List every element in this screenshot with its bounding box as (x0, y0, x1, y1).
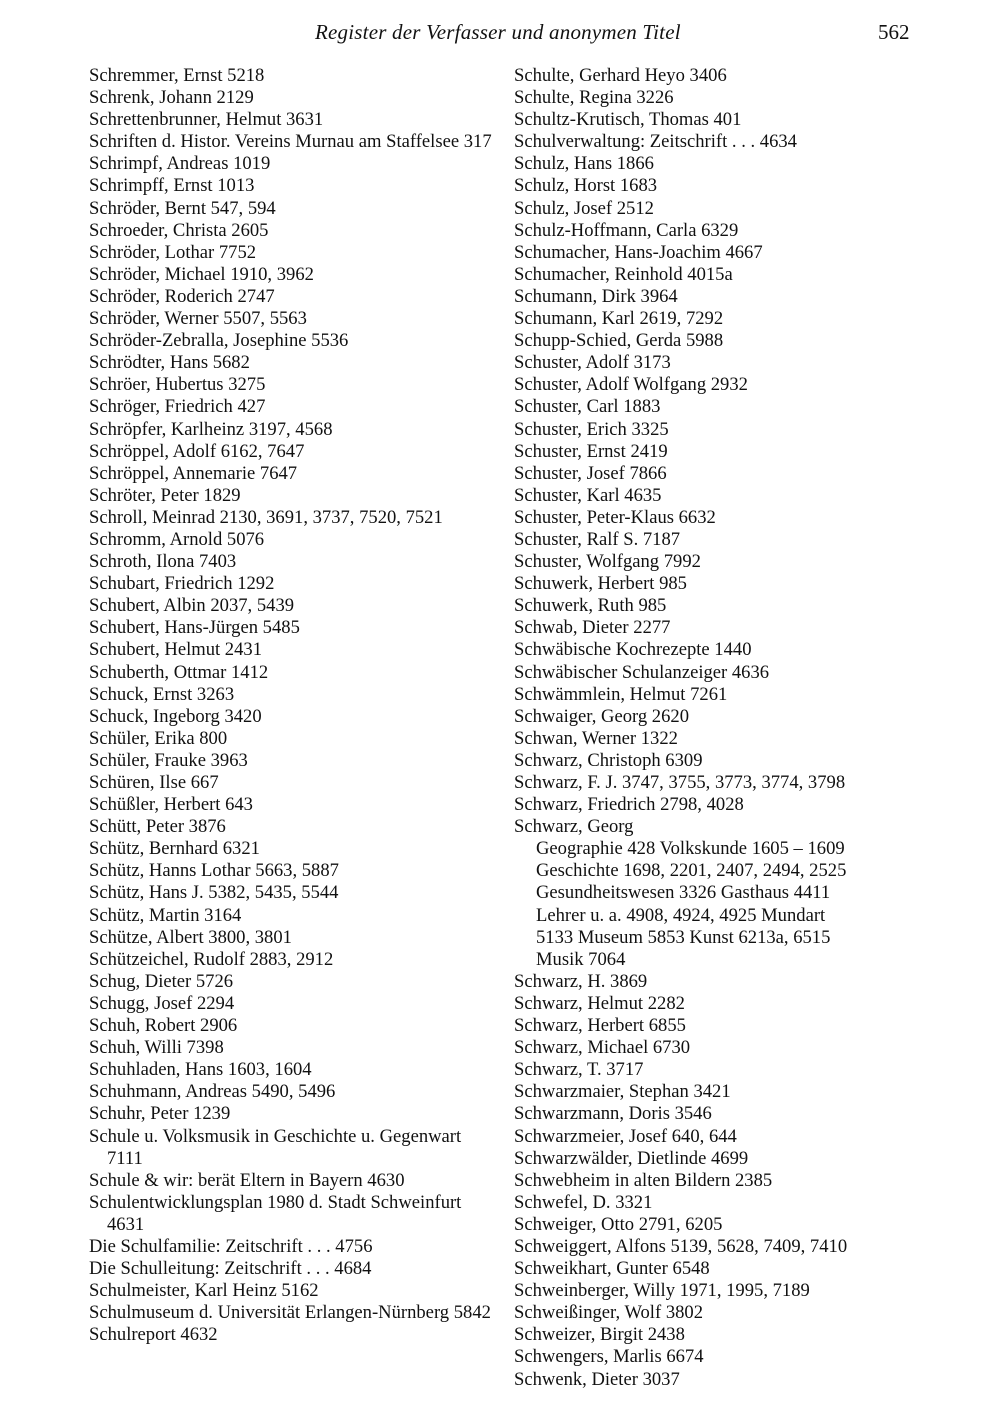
index-entry: Schumann, Karl 2619, 7292 (514, 308, 724, 330)
index-entry: Schwarz, Michael 6730 (514, 1037, 691, 1059)
index-entry: Die Schulfamilie: Zeitschrift . . . 4756 (89, 1235, 373, 1257)
index-entry: Schütz, Bernhard 6321 (89, 838, 260, 860)
index-entry: Schuhladen, Hans 1603, 1604 (89, 1059, 312, 1081)
index-entry: Schuster, Adolf 3173 (514, 352, 671, 374)
index-entry: Schuberth, Ottmar 1412 (89, 661, 269, 683)
index-entry: Schumann, Dirk 3964 (514, 285, 678, 307)
index-entry: Schwarzmaier, Stephan 3421 (514, 1081, 731, 1103)
index-entry: Schrimpff, Ernst 1013 (89, 175, 255, 197)
index-subentry: Gesundheitswesen 3326 Gasthaus 4411 (536, 882, 831, 904)
index-entry: Schweikhart, Gunter 6548 (514, 1258, 710, 1280)
index-entry: Schubert, Helmut 2431 (89, 639, 262, 661)
index-entry: Schremmer, Ernst 5218 (89, 65, 265, 86)
index-entry: Schwarz, H. 3869 (514, 970, 648, 992)
index-entry: Schwab, Dieter 2277 (514, 617, 671, 639)
index-entry: Schröter, Peter 1829 (89, 484, 241, 506)
index-entry: Schröder, Lothar 7752 (89, 241, 257, 263)
index-entry: Schug, Dieter 5726 (89, 970, 234, 992)
index-entry: Schulentwicklungsplan 1980 d. Stadt Schweinfurt 4631 (89, 1191, 462, 1235)
index-entry: Schüler, Frauke 3963 (89, 749, 248, 771)
index-entry: Schuster, Adolf Wolfgang 2932 (514, 374, 748, 396)
index-entry: Schwarz, F. J. 3747, 3755, 3773, 3774, 3798 (514, 772, 846, 793)
index-entry: Schulverwaltung: Zeitschrift . . . 4634 (514, 131, 797, 153)
header-title: Register der Verfasser und anonymen Titel (315, 20, 681, 44)
index-entry: Schuck, Ernst 3263 (89, 683, 235, 705)
right-column-entries-bottom (514, 971, 914, 1391)
index-entry: Schulreport 4632 (89, 1324, 218, 1346)
index-entry: Schüren, Ilse 667 (89, 772, 219, 793)
index-entry: Schütze, Albert 3800, 3801 (89, 926, 292, 948)
index-entry: Schuster, Ernst 2419 (514, 440, 668, 462)
index-entry: Schulz, Hans 1866 (514, 153, 654, 175)
running-header (0, 16, 1000, 50)
index-entry: Schuster, Carl 1883 (514, 396, 661, 418)
index-entry: Schumacher, Hans-Joachim 4667 (514, 241, 763, 263)
index-entry: Schwäbische Kochrezepte 1440 (514, 639, 752, 661)
index-entry: Schwefel, D. 3321 (514, 1191, 653, 1213)
index-entry: Schulte, Gerhard Heyo 3406 (514, 65, 727, 86)
index-subentry: Geographie 428 Volkskunde 1605 – 1609 (536, 838, 845, 860)
index-entry: Schröder-Zebralla, Josephine 5536 (89, 330, 349, 352)
index-entry: Schwarz, Helmut 2282 (514, 992, 685, 1014)
index-entry: Schwenk, Dieter 3037 (514, 1368, 680, 1390)
index-entry: Schwengers, Marlis 6674 (514, 1346, 704, 1368)
index-entry: Schwarz, Christoph 6309 (514, 749, 703, 771)
index-entry: Schroth, Ilona 7403 (89, 551, 237, 573)
index-entry: Schweißinger, Wolf 3802 (514, 1302, 704, 1324)
index-entry: Schwebheim in alten Bildern 2385 (514, 1169, 773, 1191)
index-entry: Schuh, Robert 2906 (89, 1015, 238, 1037)
index-entry: Schütz, Martin 3164 (89, 904, 242, 926)
index-entry: Schromm, Arnold 5076 (89, 528, 265, 550)
right-column (514, 65, 914, 1391)
index-entry: Schuster, Ralf S. 7187 (514, 528, 681, 550)
index-entry: Schulz-Hoffmann, Carla 6329 (514, 219, 739, 241)
index-entry: Schuh, Willi 7398 (89, 1037, 224, 1059)
index-entry: Schulmuseum d. Universität Erlangen-Nürnberg 5842 (89, 1302, 491, 1324)
index-entry: Schulz, Horst 1683 (514, 175, 658, 197)
index-entry: Schubert, Hans-Jürgen 5485 (89, 617, 300, 639)
index-subentry: Geschichte 1698, 2201, 2407, 2494, 2525 (536, 860, 847, 882)
index-entry: Schröppel, Annemarie 7647 (89, 462, 298, 484)
index-entry: Schuhmann, Andreas 5490, 5496 (89, 1081, 336, 1103)
index-entry: Schriften d. Histor. Vereins Murnau am Staffelsee 317 (89, 131, 492, 153)
index-entry: Schwarz, Friedrich 2798, 4028 (514, 794, 744, 816)
index-entry: Schuster, Peter-Klaus 6632 (514, 506, 716, 528)
index-entry: Schubert, Albin 2037, 5439 (89, 595, 295, 617)
index-entry: Schrettenbrunner, Helmut 3631 (89, 109, 324, 131)
index-entry: Schröder, Bernt 547, 594 (89, 197, 276, 219)
index-entry: Schubart, Friedrich 1292 (89, 573, 275, 595)
index-subentry: Musik 7064 (536, 948, 626, 970)
index-entry: Schütt, Peter 3876 (89, 816, 226, 838)
right-column-entries-top (514, 65, 914, 838)
index-entry: Schwan, Werner 1322 (514, 727, 678, 749)
index-entry: Schröger, Friedrich 427 (89, 396, 266, 418)
index-entry: Die Schulleitung: Zeitschrift . . . 4684 (89, 1258, 372, 1280)
index-entry: Schroeder, Christa 2605 (89, 219, 269, 241)
index-entry: Schuhr, Peter 1239 (89, 1103, 231, 1125)
page-number: 562 (878, 20, 910, 44)
index-entry: Schwarzmann, Doris 3546 (514, 1103, 712, 1125)
index-entry: Schwaiger, Georg 2620 (514, 705, 689, 727)
index-entry: Schule u. Volksmusik in Geschichte u. Gegenwart 7111 (89, 1125, 462, 1169)
index-entry: Schuster, Karl 4635 (514, 484, 662, 506)
index-entry: Schugg, Josef 2294 (89, 992, 235, 1014)
index-entry: Schweizer, Birgit 2438 (514, 1324, 685, 1346)
index-entry: Schüßler, Herbert 643 (89, 794, 253, 816)
schwarz-georg-subentries (514, 838, 914, 971)
index-entry: Schweiger, Otto 2791, 6205 (514, 1213, 723, 1235)
index-subentry: Lehrer u. a. 4908, 4924, 4925 Mundart (536, 904, 826, 926)
index-entry: Schwarz, Georg (514, 816, 634, 838)
index-subentry: 5133 Museum 5853 Kunst 6213a, 6515 (536, 926, 831, 948)
index-entry: Schrimpf, Andreas 1019 (89, 153, 271, 175)
index-entry: Schuster, Erich 3325 (514, 418, 669, 440)
index-entry: Schweinberger, Willy 1971, 1995, 7189 (514, 1280, 810, 1302)
index-entry: Schröppel, Adolf 6162, 7647 (89, 440, 305, 462)
index-entry: Schulmeister, Karl Heinz 5162 (89, 1280, 319, 1302)
index-entry: Schröer, Hubertus 3275 (89, 374, 266, 396)
index-entry: Schrödter, Hans 5682 (89, 352, 250, 374)
index-entry: Schweiggert, Alfons 5139, 5628, 7409, 7410 (514, 1235, 848, 1257)
index-entry: Schütz, Hans J. 5382, 5435, 5544 (89, 882, 339, 904)
index-entry: Schröder, Michael 1910, 3962 (89, 263, 314, 285)
index-entry: Schule & wir: berät Eltern in Bayern 4630 (89, 1169, 405, 1191)
index-entry: Schröder, Werner 5507, 5563 (89, 308, 307, 330)
index-entry: Schwarzwälder, Dietlinde 4699 (514, 1147, 749, 1169)
index-entry: Schuwerk, Ruth 985 (514, 595, 667, 617)
index-entry: Schwarzmeier, Josef 640, 644 (514, 1125, 737, 1147)
index-entry: Schüler, Erika 800 (89, 727, 228, 749)
index-entry: Schuster, Wolfgang 7992 (514, 551, 701, 573)
index-entry: Schupp-Schied, Gerda 5988 (514, 330, 724, 352)
index-entry: Schröpfer, Karlheinz 3197, 4568 (89, 418, 333, 440)
index-entry: Schwäbischer Schulanzeiger 4636 (514, 661, 770, 683)
index-entry: Schrenk, Johann 2129 (89, 87, 254, 109)
index-entry: Schwarz, Herbert 6855 (514, 1015, 686, 1037)
index-entry: Schumacher, Reinhold 4015a (514, 263, 733, 285)
index-entry: Schuwerk, Herbert 985 (514, 573, 687, 595)
index-entry: Schuck, Ingeborg 3420 (89, 705, 262, 727)
index-entry: Schwämmlein, Helmut 7261 (514, 683, 728, 705)
index-entry: Schultz-Krutisch, Thomas 401 (514, 109, 742, 131)
index-entry: Schulz, Josef 2512 (514, 197, 654, 219)
index-entry: Schwarz, T. 3717 (514, 1059, 644, 1081)
index-entry: Schroll, Meinrad 2130, 3691, 3737, 7520, 7521 (89, 506, 443, 528)
index-entry: Schützeichel, Rudolf 2883, 2912 (89, 948, 334, 970)
index-entry: Schütz, Hanns Lothar 5663, 5887 (89, 860, 339, 882)
index-entry: Schuster, Josef 7866 (514, 462, 667, 484)
left-column (89, 65, 494, 1346)
index-entry: Schröder, Roderich 2747 (89, 285, 275, 307)
index-entry: Schulte, Regina 3226 (514, 87, 674, 109)
